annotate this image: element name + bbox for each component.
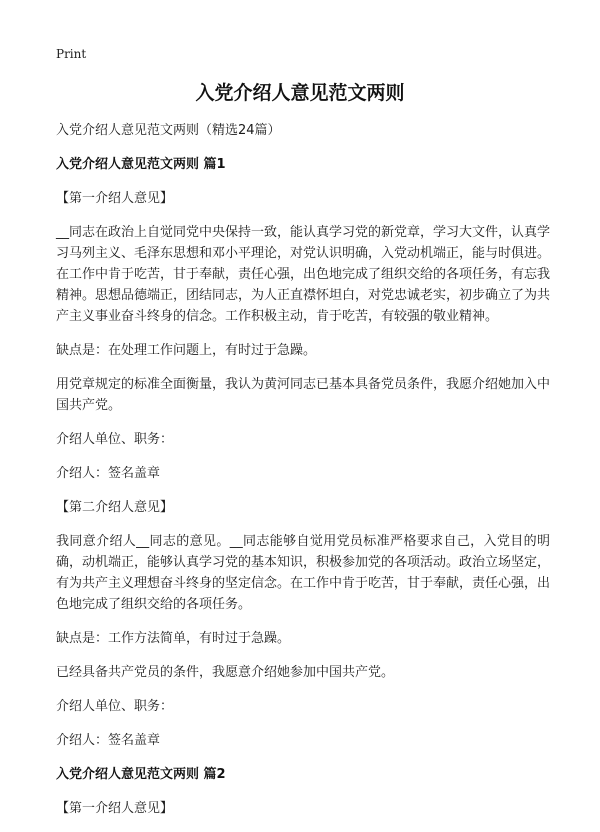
article-heading-1: 入党介绍人意见范文两则 篇1 [56,157,226,172]
paragraph-recommendation: 用党章规定的标准全面衡量，我认为黄河同志已基本具备党员条件，我愿介绍她加入中国共产党。 [56,377,551,413]
shortcoming-first: 缺点是：在处理工作问题上，有时过于急躁。 [56,343,317,358]
print-link[interactable]: Print [56,47,87,61]
page-title: 入党介绍人意见范文两则 [195,82,405,104]
signature-line-2: 介绍人：签名盖章 [56,733,161,748]
first-introducer-label: 【第一介绍人意见】 [56,191,174,206]
first-introducer-label-2: 【第一介绍人意见】 [56,801,174,816]
shortcoming-second: 缺点是：工作方法简单，有时过于急躁。 [56,631,291,646]
paragraph-agreement: 已经具备共产党员的条件，我愿意介绍她参加中国共产党。 [56,665,395,680]
unit-duty-line-2: 介绍人单位、职务： [56,699,174,714]
document-body [56,120,550,832]
paragraph-second-opinion: 我同意介绍人__同志的意见。__同志能够自觉用党员标准严格要求自己，入党目的明确，动机端正，能够认真学习党的基本知识，积极参加党的各项活动。政治立场坚定，有为共产主义理想奋斗终身的坚定信念。在工作中肯于吃苦，甘于奉献，责任心强，出色地完成了组织交给的各项任务。 [56,534,551,612]
document-subtitle: 入党介绍人意见范文两则（精选24篇） [56,123,281,138]
signature-line-1: 介绍人：签名盖章 [56,466,161,481]
second-introducer-label: 【第二介绍人意见】 [56,500,174,515]
unit-duty-line-1: 介绍人单位、职务： [56,432,174,447]
paragraph-first-opinion: __同志在政治上自觉同党中央保持一致，能认真学习党的新党章，学习大文件，认真学习马列主义、毛泽东思想和邓小平理论，对党认识明确，入党动机端正，能与时俱进。在工作中肯于吃苦，甘于奉献，责任心强，出色地完成了组织交给的各项任务，有忘我精神。思想品德端正，团结同志，为人正直襟怀坦白，对党忠诚老实，初步确立了为共产主义事业奋斗终身的信念。工作积极主动，肯于吃苦，有较强的敬业精神。 [56,225,551,324]
article-heading-2: 入党介绍人意见范文两则 篇2 [56,767,226,782]
